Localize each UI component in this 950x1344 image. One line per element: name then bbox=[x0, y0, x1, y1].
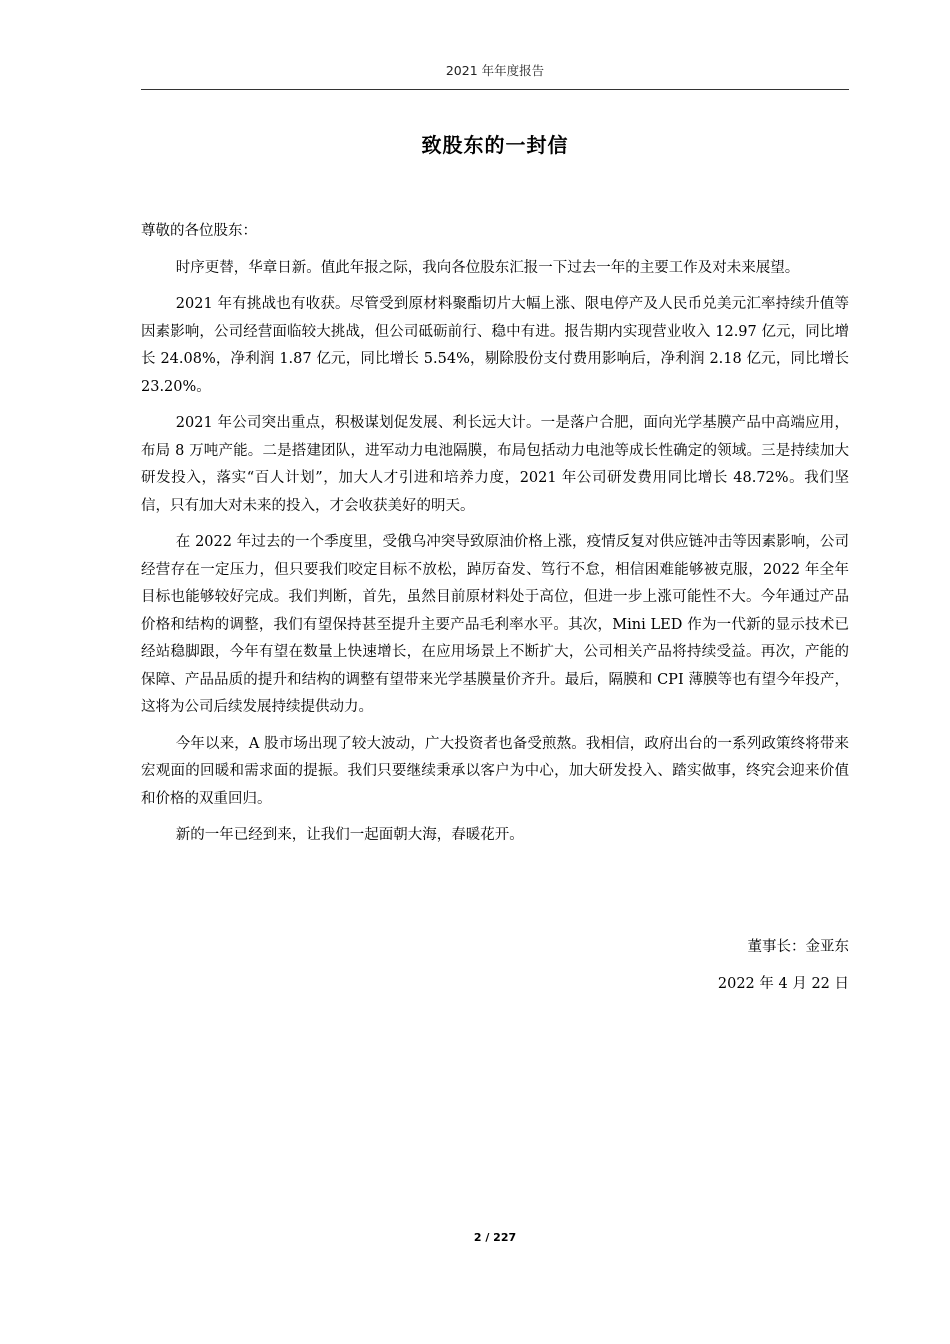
letter-paragraph-6: 新的一年已经到来，让我们一起面朝大海，春暖花开。 bbox=[175, 827, 524, 843]
page-number: 2 / 227 bbox=[473, 1231, 517, 1244]
report-header: 2021 年年度报告 bbox=[445, 63, 545, 78]
header-divider bbox=[141, 89, 849, 90]
signature-block bbox=[141, 934, 849, 1007]
letter-body bbox=[141, 218, 849, 859]
signature-date: 2022 年 4 月 22 日 bbox=[717, 975, 849, 992]
letter-paragraph-3: 2021 年公司突出重点，积极谋划促发展、利长远大计。一是落户合肥，面向光学基膜产品中高端应用，布局 8 万吨产能。二是搭建团队，进军动力电池隔膜，布局包括动力电池等成长性确定的领域。三是持续加大研发投入，落实“百人计划”，加大人才引进和培养力度，2021 年公司研发费用同比增长 48.72%。我们坚信，只有加大对未来的投入，才会收获美好的明天。 bbox=[141, 415, 849, 514]
letter-salutation: 尊敬的各位股东： bbox=[141, 223, 257, 239]
letter-paragraph-1: 时序更替，华章日新。值此年报之际，我向各位股东汇报一下过去一年的主要工作及对未来展望。 bbox=[175, 259, 800, 276]
letter-paragraph-2: 2021 年有挑战也有收获。尽管受到原材料聚酯切片大幅上涨、限电停产及人民币兑美元汇率持续升值等因素影响，公司经营面临较大挑战，但公司砥砺前行、稳中有进。报告期内实现营业收入 12.97 亿元，同比增长 24.08%，净利润 1.87 亿元，同比增长 5.54%，剔除股份支付费用影响后，净利润 2.18 亿元，同比增长 23.20%。 bbox=[141, 296, 849, 395]
letter-paragraph-5: 今年以来，A 股市场出现了较大波动，广大投资者也备受煎熬。我相信，政府出台的一系列政策终将带来宏观面的回暖和需求面的提振。我们只要继续秉承以客户为中心，加大研发投入、踏实做事，终究会迎来价值和价格的双重回归。 bbox=[141, 735, 849, 807]
letter-paragraph-4: 在 2022 年过去的一个季度里，受俄乌冲突导致原油价格上涨，疫情反复对供应链冲击等因素影响，公司经营存在一定压力，但只要我们咬定目标不放松，踔厉奋发、笃行不怠，相信困难能够被克服，2022 年全年目标也能够较好完成。我们判断，首先，虽然目前原材料处于高位，但进一步上涨可能性不大。今年通过产品价格和结构的调整，我们有望保持甚至提升主要产品毛利率水平。其次，Mini LED 作为一代新的显示技术已经站稳脚跟，今年有望在数量上快速增长，在应用场景上不断扩大，公司相关产品将持续受益。再次，产能的保障、产品品质的提升和结构的调整有望带来光学基膜量价齐升。最后，隔膜和 CPI 薄膜等也有望今年投产，这将为公司后续发展持续提供动力。 bbox=[141, 534, 849, 715]
letter-title: 致股东的一封信 bbox=[421, 133, 569, 157]
signature-name: 董事长：金亚东 bbox=[747, 939, 849, 955]
